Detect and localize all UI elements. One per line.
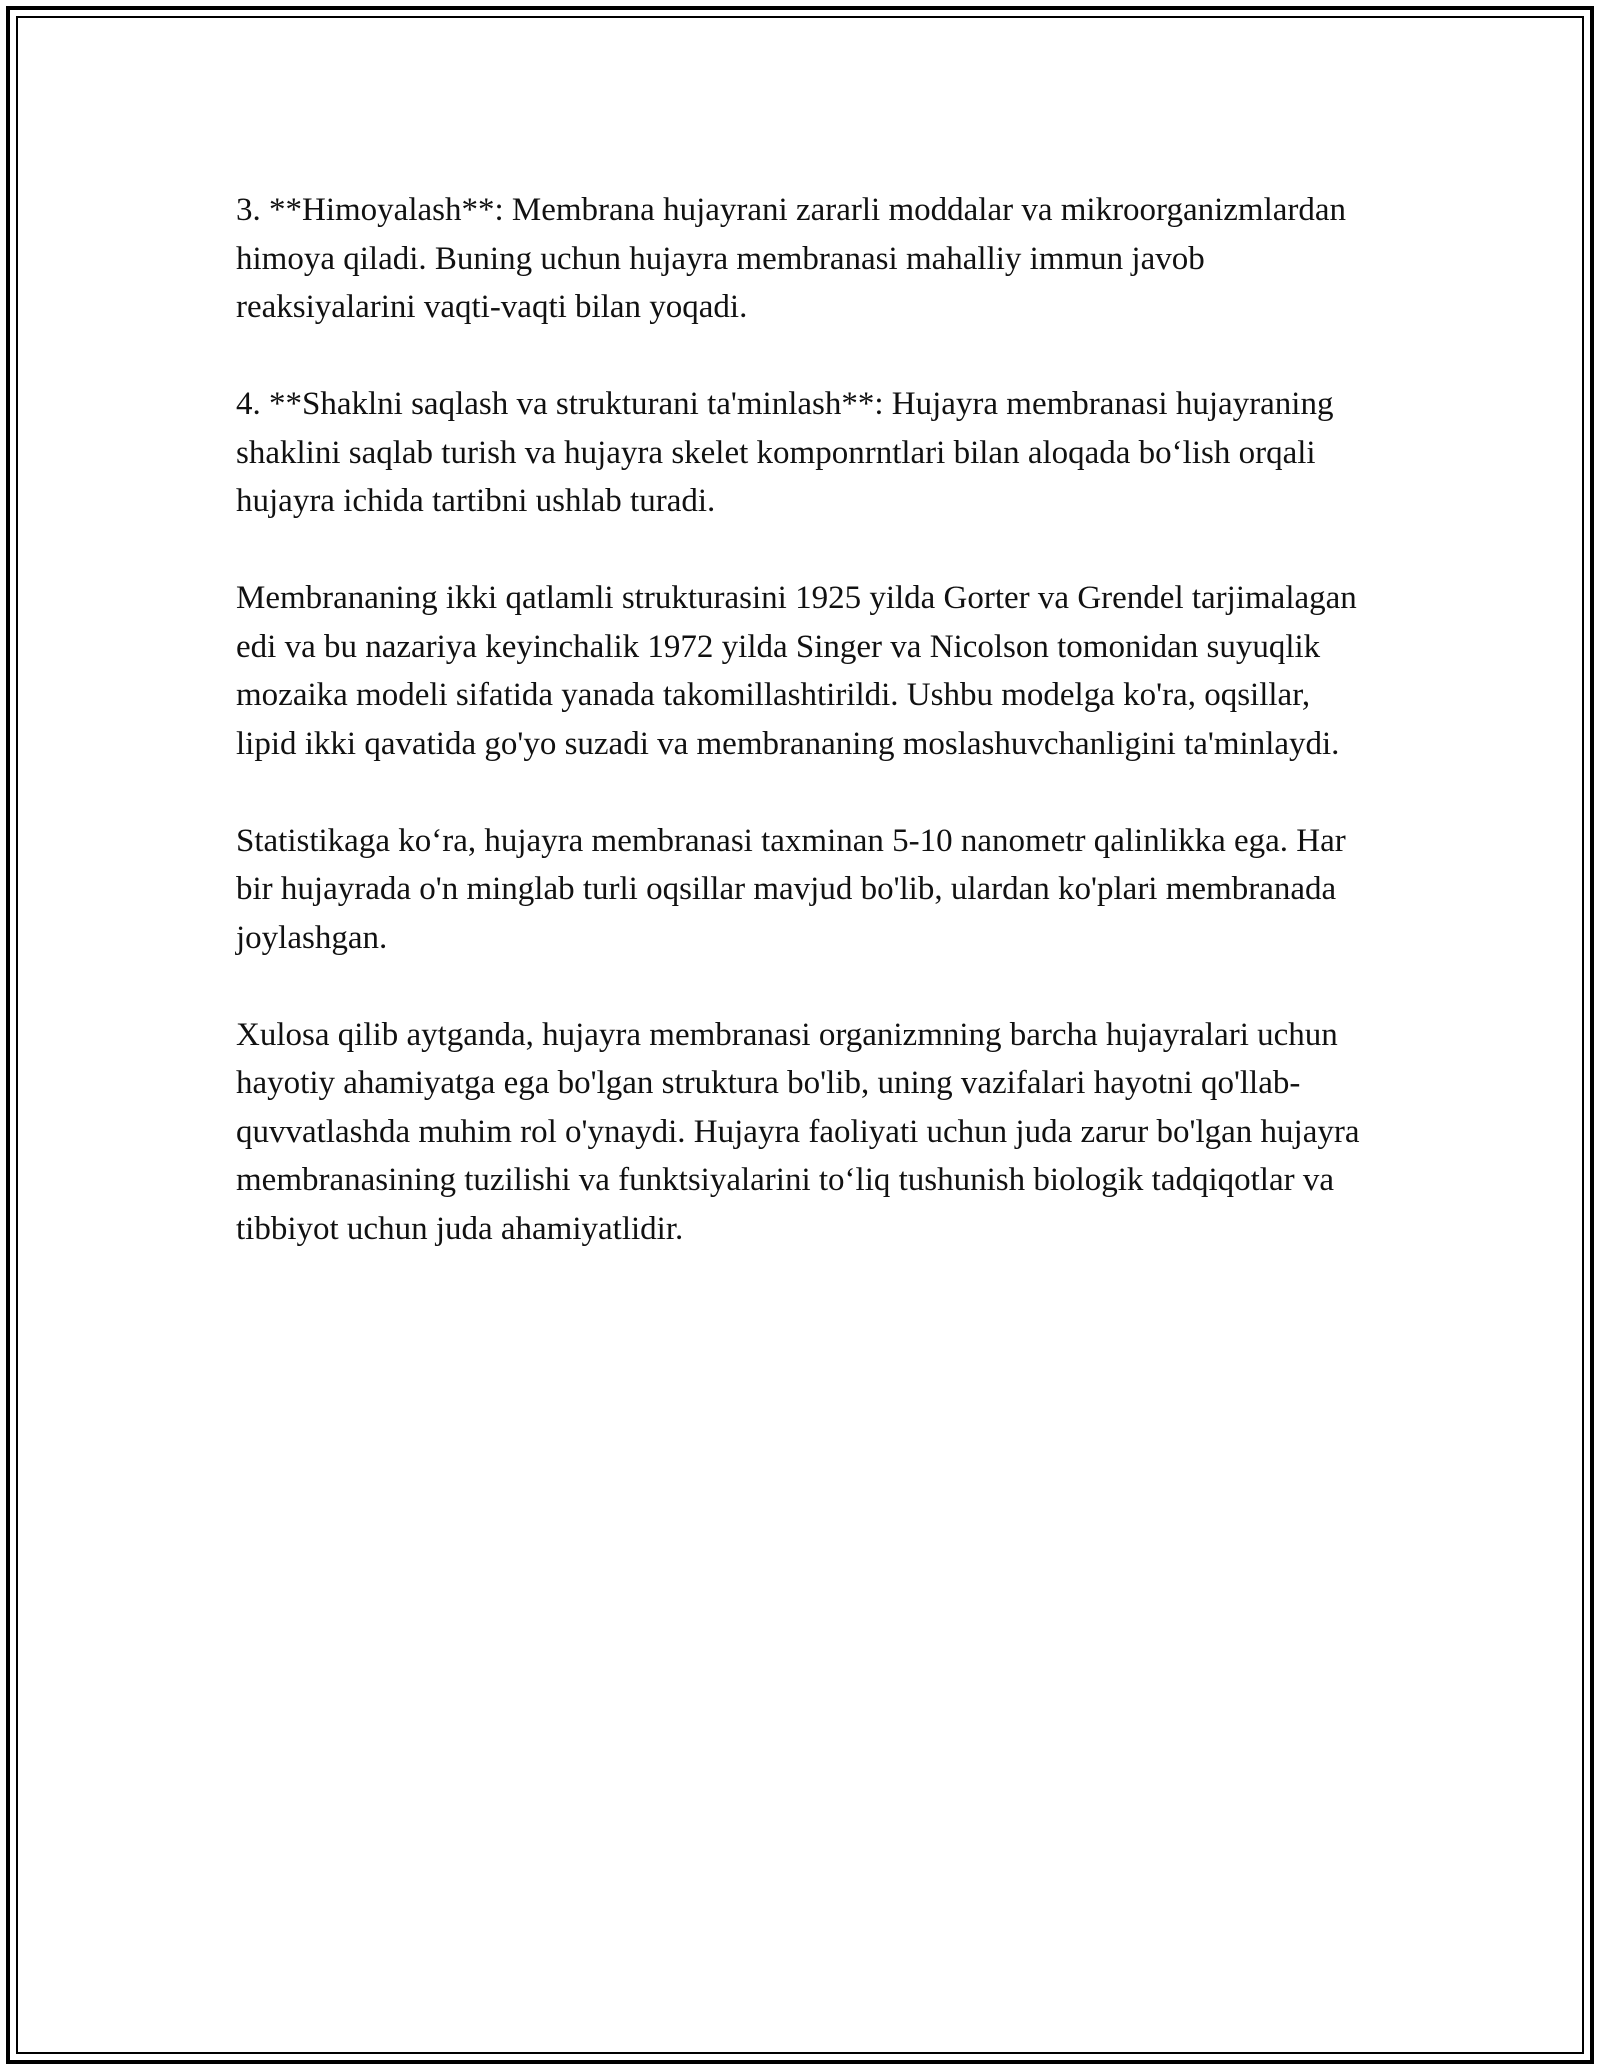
paragraph-statistika: Statistikaga ko‘ra, hujayra membranasi taxminan 5-10 nanometr qalinlikka ega. Har bir hujayrada o'n minglab turli oqsillar mavjud bo'lib, ulardan ko'plari membranada joylashgan.	[236, 822, 1346, 956]
paragraph-xulosa: Xulosa qilib aytganda, hujayra membranasi organizmning barcha hujayralari uchun hayotiy ahamiyatga ega bo'lgan struktura bo'lib, uning vazifalari hayotni qo'llab-quvvatlashda muhim rol o'ynaydi. Hujayra faoliyati uchun juda zarur bo'lgan hujayra membranasining tuzilishi va funktsiyalarini to‘liq tushunish biologik tadqiqotlar va tibbiyot uchun juda ahamiyatlidir.	[236, 1016, 1360, 1247]
paragraph-shaklni-saqlash: 4. **Shaklni saqlash va strukturani ta'minlash**: Hujayra membranasi hujayraning shaklini saqlab turish va hujayra skelet komponrntlari bilan aloqada bo‘lish orqali hujayra ichida tartibni ushlab turadi.	[236, 386, 1334, 519]
paragraph-himoyalash: 3. **Himoyalash**: Membrana hujayrani zararli moddalar va mikroorganizmlardan himoya qiladi. Buning uchun hujayra membranasi mahalliy immun javob reaksiyalarini vaqti-vaqti bilan yoqadi.	[236, 192, 1347, 325]
paragraph-membrana-modeli: Membrananing ikki qatlamli strukturasini 1925 yilda Gorter va Grendel tarjimalagan edi va bu nazariya keyinchalik 1972 yilda Singer va Nicolson tomonidan suyuqlik mozaika modeli sifatida yanada takomillashtirildi. Ushbu modelga ko'ra, oqsillar, lipid ikki qavatida go'yo suzadi va membrananing moslashuvchanligini ta'minlaydi.	[236, 580, 1357, 762]
document-body	[236, 186, 1376, 1302]
